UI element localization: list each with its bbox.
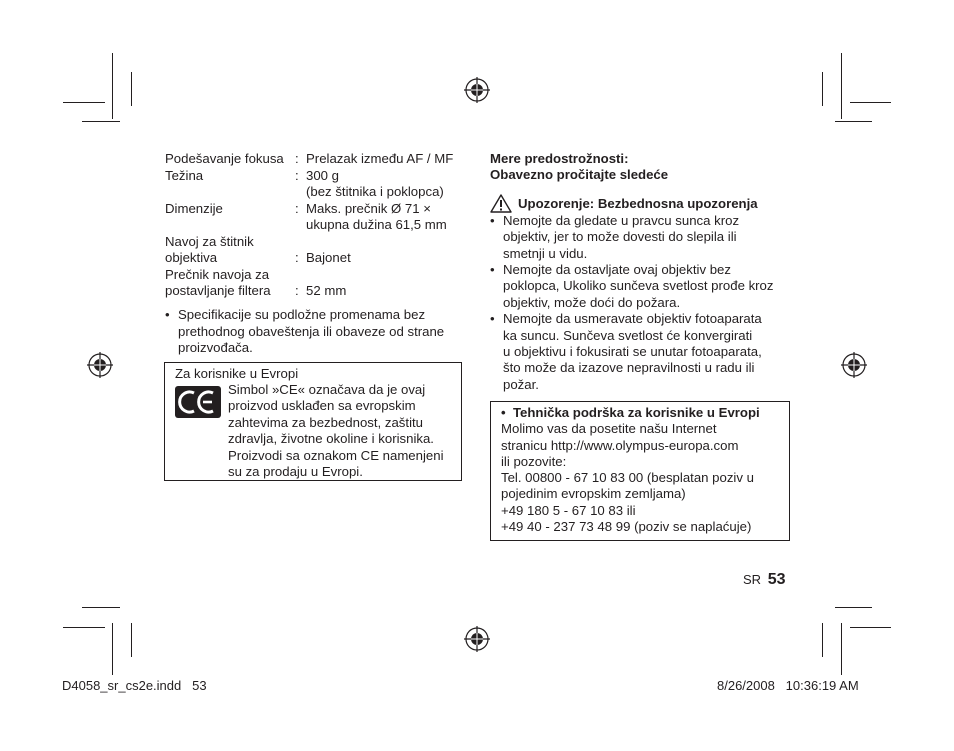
bullet-dot: •	[490, 311, 495, 327]
spec-label: objektiva	[165, 250, 218, 265]
warning-heading	[490, 194, 790, 213]
support-line: +49 40 - 237 73 48 99 (poziv se naplaćuje)	[501, 519, 752, 535]
note-line: Specifikacije su podložne promenama bez	[178, 307, 426, 322]
bullet-dot: •	[165, 307, 170, 322]
eu-users-box	[164, 362, 462, 481]
spec-colon: :	[295, 151, 299, 166]
spec-value: Maks. prečnik Ø 71 ×	[306, 200, 431, 216]
precautions-section	[490, 151, 790, 393]
spec-label: Navoj za štitnik	[165, 233, 254, 249]
bullet-dot: •	[501, 405, 506, 420]
spec-value: (bez štitnika i poklopca)	[306, 184, 444, 199]
footer-datetime: 8/26/2008 10:36:19 AM	[717, 678, 859, 693]
support-line: ili pozovite:	[501, 453, 567, 469]
spec-label: Prečnik navoja za	[165, 266, 270, 282]
crop-mark	[835, 607, 872, 608]
warning-line: objektiv, jer to može dovesti do slepila ili	[503, 229, 737, 245]
support-line: Tel. 00800 - 67 10 83 00 (besplatan poziv u	[501, 470, 754, 486]
crop-mark	[835, 121, 872, 122]
warning-line: Nemojte da usmeravate objektiv fotoaparata	[503, 311, 762, 327]
footer-file-info: D4058_sr_cs2e.indd 53	[62, 678, 207, 693]
support-title-text: Tehnička podrška za korisnike u Evropi	[512, 405, 760, 420]
spec-colon: :	[295, 200, 299, 216]
precautions-heading: Mere predostrožnosti:	[490, 151, 629, 166]
spec-colon	[295, 234, 306, 251]
language-code: SR	[743, 572, 762, 587]
spec-colon	[295, 267, 306, 284]
specifications-table	[165, 151, 465, 300]
ce-mark-icon	[175, 386, 221, 418]
crop-mark	[63, 627, 105, 628]
warning-line: ka suncu. Sunčeva svetlost će konvergirati	[503, 327, 753, 343]
warning-line: objektiv, može doći do požara.	[503, 294, 681, 310]
support-line: Molimo vas da posetite našu Internet	[501, 421, 717, 437]
spec-row	[165, 283, 465, 300]
crop-mark	[131, 623, 132, 657]
crop-mark	[841, 623, 842, 675]
warning-line: što može da izazove nepravilnosti u radu ili	[503, 360, 755, 376]
eu-line: Simbol »CE« označava da je ovaj	[228, 382, 426, 397]
spec-row	[165, 201, 465, 218]
crop-mark	[82, 607, 120, 608]
spec-colon: :	[295, 283, 299, 298]
eu-line: zahtevima za bezbednost, zaštitu	[228, 414, 423, 430]
spec-value	[306, 234, 465, 251]
note-line: proizvođača.	[178, 340, 253, 355]
spec-value: ukupna dužina 61,5 mm	[306, 217, 447, 232]
eu-box-title: Za korisnike u Evropi	[175, 366, 299, 381]
spec-label	[165, 184, 295, 201]
warning-triangle-icon	[490, 194, 512, 213]
spec-label: Podešavanje fokusa	[165, 151, 284, 166]
warning-item	[490, 311, 790, 393]
spec-row	[165, 250, 465, 267]
spec-row	[165, 184, 465, 201]
warning-item	[490, 262, 790, 311]
support-line: +49 180 5 - 67 10 83 ili	[501, 502, 636, 518]
warning-line: poklopca, Ukoliko sunčeva svetlost prođe kroz	[503, 278, 774, 294]
crop-mark	[131, 72, 132, 106]
crop-mark	[112, 53, 113, 119]
specification-note	[165, 307, 465, 357]
spec-label	[165, 217, 295, 234]
spec-value: 300 g	[306, 167, 340, 183]
spec-value: Bajonet	[306, 250, 351, 265]
eu-line: su za prodaju u Evropi.	[228, 464, 363, 480]
crop-mark	[850, 627, 891, 628]
eu-line: proizvod usklađen sa evropskim	[228, 398, 416, 414]
spec-value: 52 mm	[306, 283, 347, 298]
spec-label: Težina	[165, 167, 204, 183]
spec-colon	[295, 184, 306, 201]
warning-line: u objektivu i fokusirati se unutar fotoaparata,	[503, 344, 762, 360]
eu-box-text	[228, 382, 460, 480]
support-title	[501, 405, 781, 421]
warning-line: Nemojte da gledate u pravcu sunca kroz	[503, 212, 740, 228]
spec-colon: :	[295, 250, 299, 265]
registration-mark-icon	[464, 626, 490, 652]
crop-mark	[822, 623, 823, 657]
spec-row	[165, 267, 465, 284]
eu-line: zdravlja, životne okoline i korisnika.	[228, 431, 434, 447]
registration-mark-icon	[464, 77, 490, 103]
spec-row	[165, 151, 465, 168]
crop-mark	[63, 102, 105, 103]
crop-mark	[841, 53, 842, 119]
note-line: prethodnog obaveštenja ili obaveze od strane	[178, 323, 445, 339]
spec-row	[165, 234, 465, 251]
crop-mark	[850, 102, 891, 103]
spec-label: Dimenzije	[165, 200, 223, 216]
warning-line: smetnji u vidu.	[503, 245, 588, 261]
bullet-dot: •	[490, 262, 495, 278]
warning-item	[490, 213, 790, 262]
page-number-value: 53	[767, 571, 786, 588]
warning-title: Upozorenje: Bezbednosna upozorenja	[518, 196, 758, 212]
registration-mark-icon	[841, 352, 867, 378]
precautions-subheading: Obavezno pročitajte sledeće	[490, 167, 669, 183]
support-line: stranicu http://www.olympus-europa.com	[501, 437, 739, 453]
spec-colon: :	[295, 167, 299, 183]
eu-line: Proizvodi sa oznakom CE namenjeni	[228, 447, 444, 463]
ce-mark-logo	[175, 386, 221, 418]
warning-line: požar.	[503, 376, 539, 392]
spec-row	[165, 168, 465, 185]
technical-support-box	[490, 401, 790, 541]
crop-mark	[112, 623, 113, 675]
spec-value	[306, 267, 465, 284]
spec-value: Prelazak između AF / MF	[306, 151, 454, 166]
support-line: pojedinim evropskim zemljama)	[501, 486, 686, 502]
spec-row	[165, 217, 465, 234]
crop-mark	[82, 121, 120, 122]
spec-label: postavljanje filtera	[165, 283, 271, 298]
registration-mark-icon	[87, 352, 113, 378]
spec-colon	[295, 217, 306, 234]
crop-mark	[822, 72, 823, 106]
warning-line: Nemojte da ostavljate ovaj objektiv bez	[503, 262, 731, 278]
bullet-dot: •	[490, 212, 495, 228]
page-number	[743, 571, 785, 589]
